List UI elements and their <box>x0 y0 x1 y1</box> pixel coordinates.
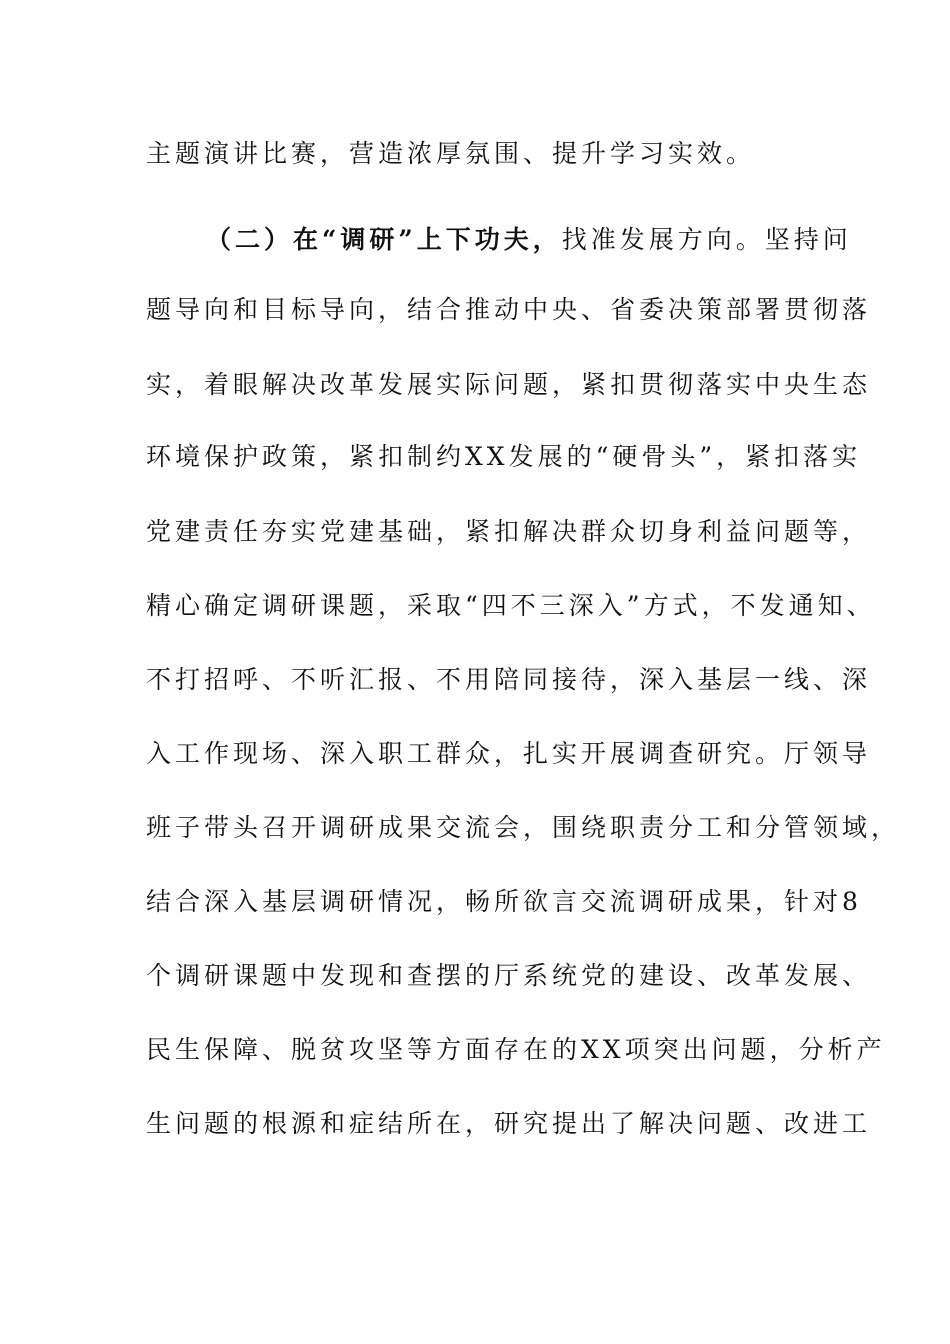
section-heading: （二）在“调研”上下功夫， <box>206 225 562 254</box>
text-line-12: 个调研课题中发现和查摆的厅系统党的建设、改革发展、 <box>146 961 872 990</box>
text-line-1: 主题演讲比赛，营造浓厚氛围、提升学习实效。 <box>146 139 756 168</box>
section-lead-text: 找准发展方向。坚持问 <box>561 225 852 254</box>
text-line-14: 生问题的根源和症结所在，研究提出了解决问题、改进工 <box>146 1109 872 1138</box>
text-line-3: 题导向和目标导向，结合推动中央、省委决策部署贯彻落 <box>146 295 872 324</box>
text-line-11: 结合深入基层调研情况，畅所欲言交流调研成果，针对8 <box>146 887 862 916</box>
text-line-5: 环境保护政策，紧扣制约XX发展的“硬骨头”，紧扣落实 <box>146 442 862 471</box>
text-line-7: 精心确定调研课题，采取“四不三深入”方式，不发通知、 <box>146 591 876 620</box>
text-line-6: 党建责任夯实党建基础，紧扣解决群众切身利益问题等， <box>146 517 872 546</box>
text-line-9: 入工作现场、深入职工群众，扎实开展调查研究。厅领导 <box>146 739 872 768</box>
text-line-10: 班子带头召开调研成果交流会，围绕职责分工和分管领域， <box>146 813 901 842</box>
text-line-13: 民生保障、脱贫攻坚等方面存在的XX项突出问题，分析产 <box>146 1035 886 1064</box>
text-line-8: 不打招呼、不听汇报、不用陪同接待，深入基层一线、深 <box>146 665 872 694</box>
text-line-2 <box>206 220 852 260</box>
text-line-4: 实，着眼解决改革发展实际问题，紧扣贯彻落实中央生态 <box>146 370 872 399</box>
